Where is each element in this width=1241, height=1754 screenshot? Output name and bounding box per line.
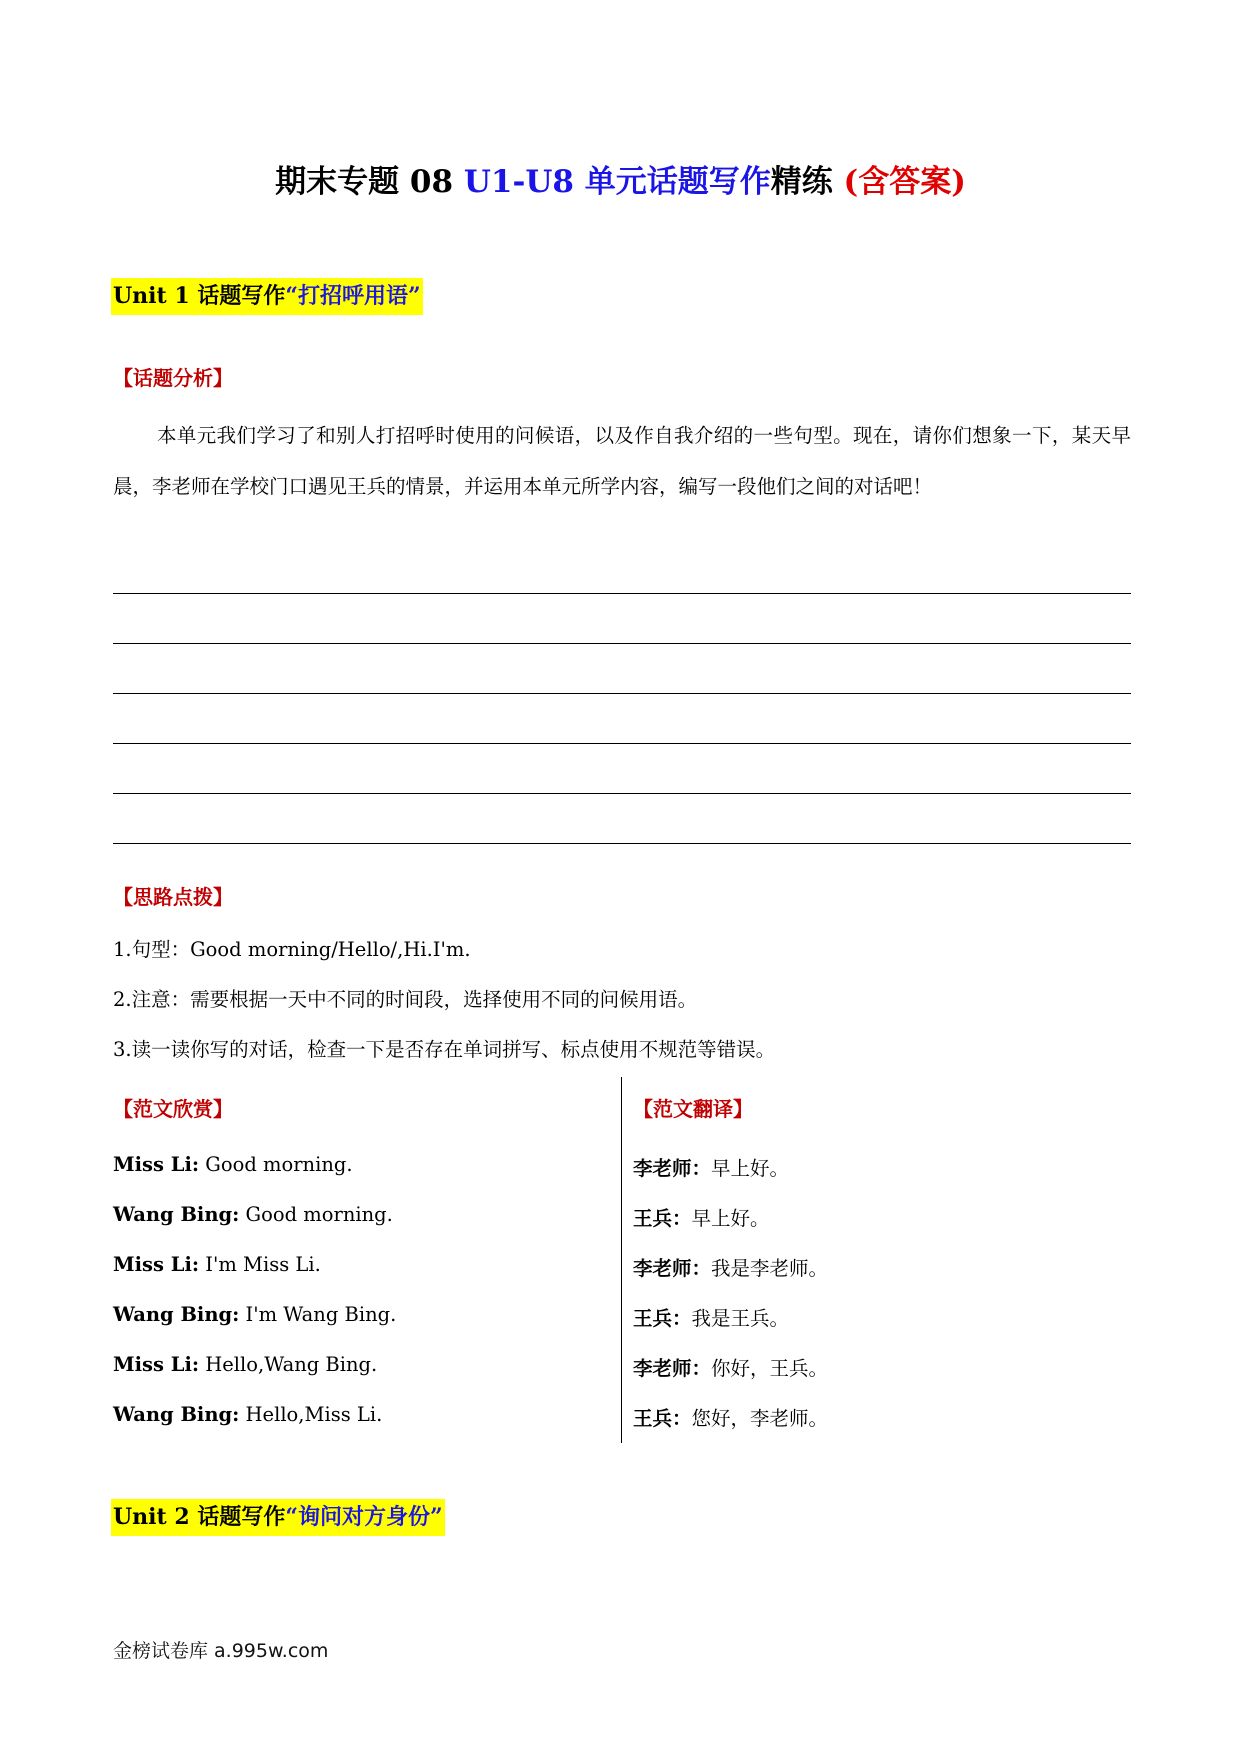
dialogue-line xyxy=(633,1253,828,1281)
dialogue-text: 早上好。 xyxy=(711,1157,790,1180)
dialogue-line xyxy=(633,1303,789,1331)
writing-line[interactable] xyxy=(113,843,1131,844)
footer-source: 金榜试卷库 a.995w.com xyxy=(113,1640,329,1662)
speaker-name: Wang Bing: xyxy=(113,1303,240,1326)
dialogue-text: I'm Wang Bing. xyxy=(239,1303,397,1326)
dialogue-line xyxy=(113,1153,353,1176)
dialogue-text: 我是王兵。 xyxy=(691,1307,790,1330)
writing-line[interactable] xyxy=(113,743,1131,744)
title-units: U1-U8 单元话题写作 xyxy=(463,164,771,200)
speaker-name: Wang Bing: xyxy=(113,1203,240,1226)
dialogue-line xyxy=(633,1353,828,1381)
speaker-name: 王兵： xyxy=(633,1407,692,1430)
writing-line[interactable] xyxy=(113,693,1131,694)
translation-label: 【范文翻译】 xyxy=(633,1097,753,1121)
page-title xyxy=(0,156,1241,201)
writing-line[interactable] xyxy=(113,593,1131,594)
dialogue-line xyxy=(633,1403,828,1431)
title-prefix: 期末专题 08 xyxy=(275,164,464,200)
dialogue-text: I'm Miss Li. xyxy=(199,1253,321,1276)
title-answers-note: (含答案) xyxy=(832,164,966,200)
tip-item-2: 2.注意：需要根据一天中不同的时间段，选择使用不同的问候用语。 xyxy=(113,988,698,1011)
unit1-label: Unit 1 话题写作 xyxy=(113,283,286,309)
dialogue-text: Hello,Miss Li. xyxy=(239,1403,383,1426)
speaker-name: Miss Li: xyxy=(113,1353,200,1376)
dialogue-line xyxy=(113,1303,396,1326)
dialogue-text: 你好，王兵。 xyxy=(711,1357,829,1380)
dialogue-line xyxy=(633,1203,770,1231)
writing-line[interactable] xyxy=(113,643,1131,644)
dialogue-text: 您好，李老师。 xyxy=(691,1407,829,1430)
speaker-name: 李老师： xyxy=(633,1157,712,1180)
tips-label: 【思路点拨】 xyxy=(113,885,233,909)
speaker-name: 李老师： xyxy=(633,1357,712,1380)
speaker-name: Miss Li: xyxy=(113,1253,200,1276)
speaker-name: Wang Bing: xyxy=(113,1403,240,1426)
dialogue-line xyxy=(113,1353,377,1376)
unit2-label: Unit 2 话题写作 xyxy=(113,1504,286,1530)
tip-item-3: 3.读一读你写的对话，检查一下是否存在单词拼写、标点使用不规范等错误。 xyxy=(113,1038,776,1061)
unit2-heading xyxy=(111,1499,445,1536)
unit1-topic: “打招呼用语” xyxy=(285,283,421,309)
tip-item-1: 1.句型：Good morning/Hello/,Hi.I'm. xyxy=(113,938,471,961)
writing-line[interactable] xyxy=(113,793,1131,794)
title-practice: 精练 xyxy=(770,164,833,200)
dialogue-text: Hello,Wang Bing. xyxy=(199,1353,378,1376)
topic-analysis-text: 本单元我们学习了和别人打招呼时使用的问候语，以及作自我介绍的一些句型。现在，请你们想象一下，某天早晨，李老师在学校门口遇见王兵的情景，并运用本单元所学内容，编写一段他们之间的对话吧！ xyxy=(113,424,1131,498)
dialogue-text: Good morning. xyxy=(239,1203,393,1226)
dialogue-line xyxy=(633,1153,789,1181)
speaker-name: 王兵： xyxy=(633,1307,692,1330)
topic-analysis-label: 【话题分析】 xyxy=(113,366,233,390)
unit1-heading xyxy=(111,278,423,315)
column-divider xyxy=(621,1077,622,1443)
dialogue-text: 我是李老师。 xyxy=(711,1257,829,1280)
dialogue-line xyxy=(113,1253,321,1276)
dialogue-line xyxy=(113,1203,393,1226)
unit2-topic: “询问对方身份” xyxy=(285,1504,443,1530)
speaker-name: 王兵： xyxy=(633,1207,692,1230)
dialogue-line xyxy=(113,1403,382,1426)
dialogue-text: Good morning. xyxy=(199,1153,353,1176)
sample-label: 【范文欣赏】 xyxy=(113,1097,233,1121)
dialogue-text: 早上好。 xyxy=(691,1207,770,1230)
speaker-name: 李老师： xyxy=(633,1257,712,1280)
speaker-name: Miss Li: xyxy=(113,1153,200,1176)
